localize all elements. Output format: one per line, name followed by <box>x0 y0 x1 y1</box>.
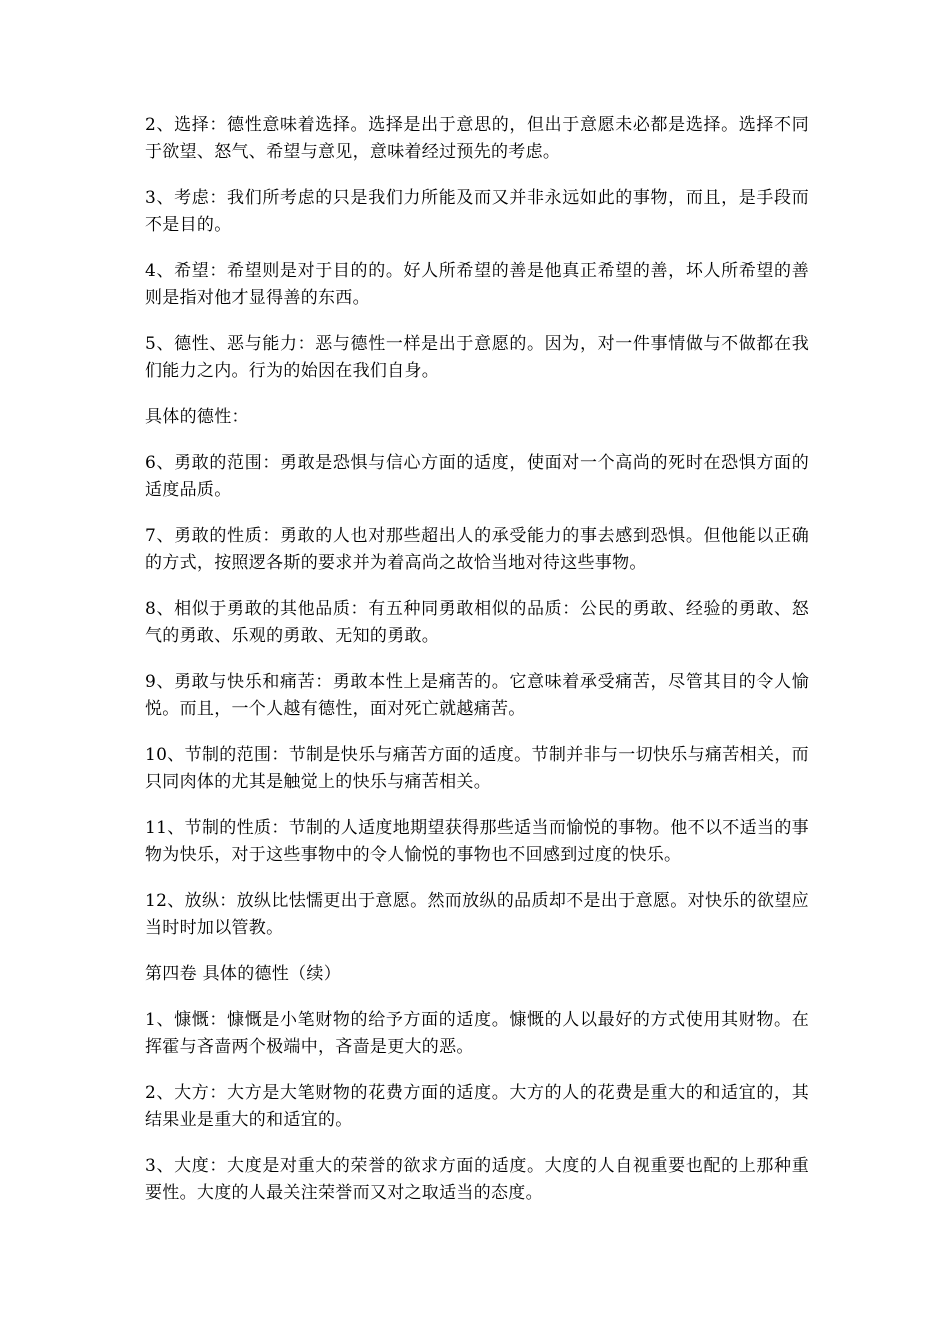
paragraph-choice: 2、选择：德性意味着选择。选择是出于意思的，但出于意愿未必都是选择。选择不同于欲望、怒气、希望与意见，意味着经过预先的考虑。 <box>145 115 809 162</box>
paragraph-liberality: 1、慷慨：慷慨是小笔财物的给予方面的适度。慷慨的人以最好的方式使用其财物。在挥霍与吝啬两个极端中，吝啬是更大的恶。 <box>145 1010 809 1057</box>
paragraph-deliberation: 3、考虑：我们所考虑的只是我们力所能及而又并非永远如此的事物，而且，是手段而不是目的。 <box>145 188 809 235</box>
section-heading-book-four: 第四卷 具体的德性（续） <box>145 964 342 984</box>
paragraph-temperance-scope: 10、节制的范围：节制是快乐与痛苦方面的适度。节制并非与一切快乐与痛苦相关，而只同肉体的尤其是触觉上的快乐与痛苦相关。 <box>145 745 809 792</box>
paragraph-wish: 4、希望：希望则是对于目的的。好人所希望的善是他真正希望的善，坏人所希望的善则是指对他才显得善的东西。 <box>145 261 809 308</box>
paragraph-temperance-nature: 11、节制的性质：节制的人适度地期望获得那些适当而愉悦的事物。他不以不适当的事物为快乐，对于这些事物中的令人愉悦的事物也不回感到过度的快乐。 <box>145 818 809 865</box>
document-page <box>145 112 809 1226</box>
paragraph-magnanimity: 3、大度：大度是对重大的荣誉的欲求方面的适度。大度的人自视重要也配的上那种重要性。大度的人最关注荣誉而又对之取适当的态度。 <box>145 1156 809 1203</box>
paragraph-courage-nature: 7、勇敢的性质：勇敢的人也对那些超出人的承受能力的事去感到恐惧。但他能以正确的方式，按照逻各斯的要求并为着高尚之故恰当地对待这些事物。 <box>145 526 809 573</box>
paragraph-courage-like-qualities: 8、相似于勇敢的其他品质：有五种同勇敢相似的品质：公民的勇敢、经验的勇敢、怒气的勇敢、乐观的勇敢、无知的勇敢。 <box>145 599 809 646</box>
paragraph-magnificence: 2、大方：大方是大笔财物的花费方面的适度。大方的人的花费是重大的和适宜的，其结果业是重大的和适宜的。 <box>145 1083 809 1130</box>
paragraph-courage-pleasure-pain: 9、勇敢与快乐和痛苦：勇敢本性上是痛苦的。它意味着承受痛苦，尽管其目的令人愉悦。而且，一个人越有德性，面对死亡就越痛苦。 <box>145 672 809 719</box>
paragraph-courage-scope: 6、勇敢的范围：勇敢是恐惧与信心方面的适度，使面对一个高尚的死时在恐惧方面的适度品质。 <box>145 453 809 500</box>
paragraph-virtue-vice-ability: 5、德性、恶与能力：恶与德性一样是出于意愿的。因为，对一件事情做与不做都在我们能力之内。行为的始因在我们自身。 <box>145 334 809 381</box>
section-heading-specific-virtues: 具体的德性： <box>145 407 249 427</box>
paragraph-licentiousness: 12、放纵：放纵比怯懦更出于意愿。然而放纵的品质却不是出于意愿。对快乐的欲望应当时时加以管教。 <box>145 891 809 938</box>
